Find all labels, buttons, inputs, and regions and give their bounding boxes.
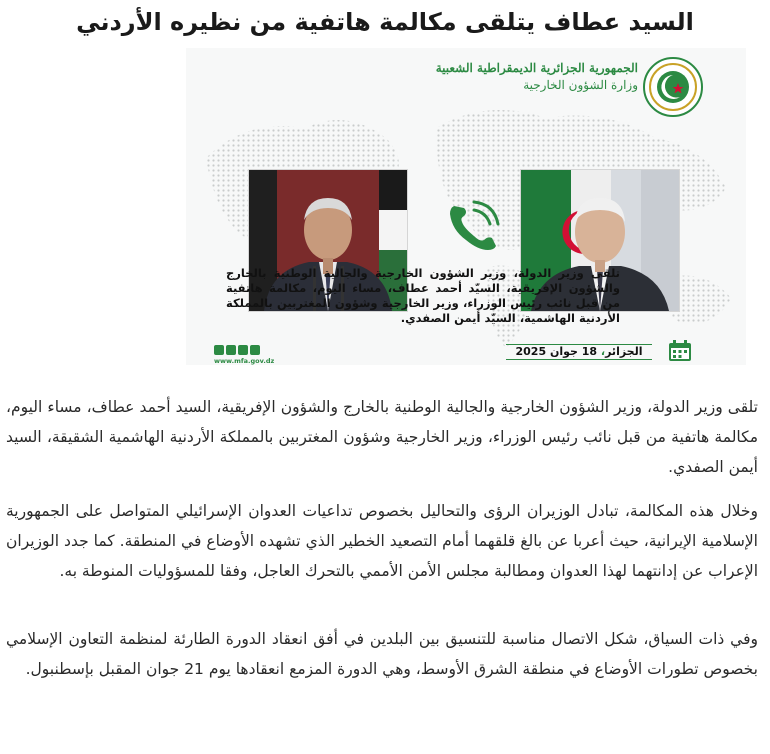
x-icon — [226, 345, 236, 355]
press-release-date: الجزائر، 18 جوان 2025 — [506, 344, 652, 360]
article-paragraph-2: وخلال هذه المكالمة، تبادل الوزيران الرؤى والتحاليل بخصوص تداعيات العدوان الإسرائيلي المتواصل على الجمهورية الإسلامية الإيرانية، حيث أعربا عن بالغ قلقهما أمام التصعيد الخطير الذي تشهده الأوضاع في المنطقة. كما جدد الوزيران الإعراب عن إدانتهما لهذا العدوان ومطالبة مجلس الأمن الأممي بالتحرك العاجل، وفقا للمسؤوليات المنوطة به. — [6, 502, 758, 580]
republic-name: الجمهورية الجزائرية الديمقراطية الشعبية — [435, 61, 638, 75]
ministry-header — [398, 60, 638, 93]
press-release-image — [186, 48, 746, 365]
date-value: 18 جوان 2025 — [515, 345, 598, 358]
article-paragraph-3: وفي ذات السياق، شكل الاتصال مناسبة للتنسيق بين البلدين في أفق انعقاد الدورة الطارئة لمنظمة التعاون الإسلامي بخصوص تطورات الأوضاع في منطقة الشرق الأوسط، وهي الدورة المزمع انعقادها يوم 21 جوان المقبل بإسطنبول. — [6, 630, 758, 678]
ministry-name: وزارة الشؤون الخارجية — [523, 78, 638, 92]
youtube-icon — [238, 345, 248, 355]
page-title: السيد عطاف يتلقى مكالمة هاتفية من نظيره الأردني — [76, 8, 694, 36]
calendar-icon — [668, 340, 692, 362]
facebook-icon — [214, 345, 224, 355]
press-release-text: تلقى وزير الدولة، وزير الشؤون الخارجية والجالية الوطنية بالخارج والشؤون الإفريقية، السيّد أحمد عطاف، مساء اليوم، مكالمة هاتفية من قبل نائب رئيس الوزراء، وزير الخارجية وشؤون المغتربين بالمملكة الأردنية الهاشمية، السيّد أيمن الصفدي. — [226, 266, 620, 325]
emblem-icon — [642, 56, 704, 118]
article-paragraph-1: تلقى وزير الدولة، وزير الشؤون الخارجية والجالية الوطنية بالخارج والشؤون الإفريقية، السيد أحمد عطاف، مساء اليوم، مكالمة هاتفية من قبل نائب رئيس الوزراء، وزير الخارجية وشؤون المغتربين بالمملكة الأردنية الهاشمية الشقيقة، السيد أيمن الصفدي. — [6, 398, 758, 476]
ministry-website: www.mfa.gov.dz — [214, 357, 275, 365]
date-city: الجزائر — [605, 345, 643, 358]
instagram-icon — [250, 345, 260, 355]
social-icons — [214, 345, 260, 355]
phone-icon — [440, 196, 504, 260]
